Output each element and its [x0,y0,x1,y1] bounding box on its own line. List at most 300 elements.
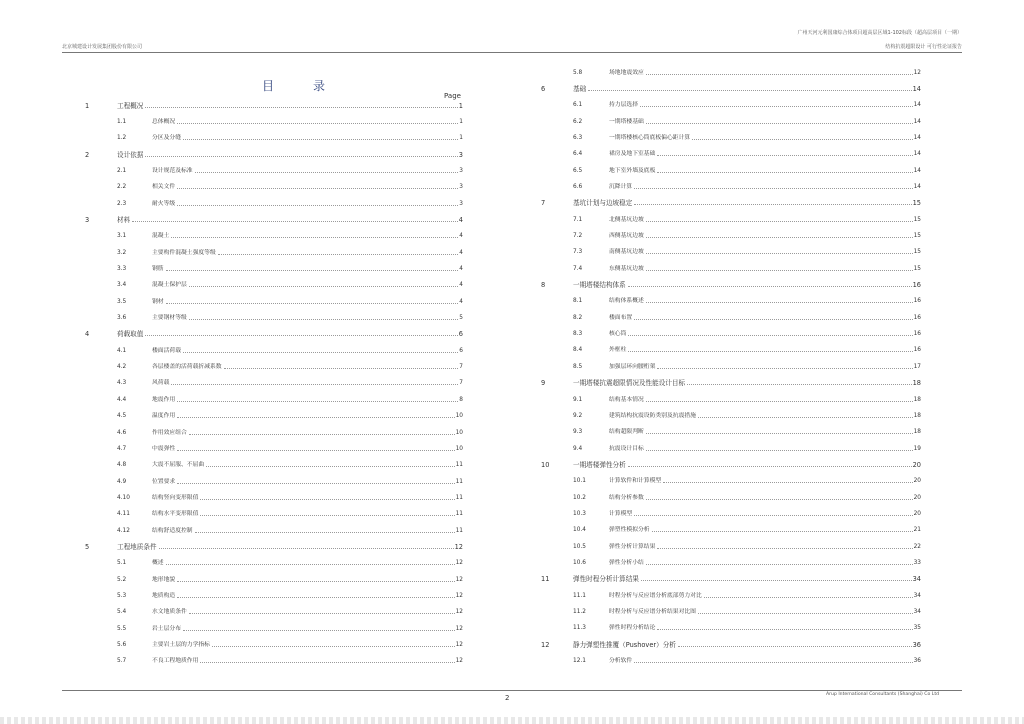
toc-entry-number: 10.1 [573,478,586,485]
toc-entry-title: 北侧基坑边坡 [609,216,644,223]
toc-dot-leader [646,237,913,238]
toc-entry[interactable] [117,640,463,650]
toc-dot-leader [657,548,912,549]
toc-entry[interactable] [85,215,463,225]
toc-dot-leader [646,499,913,500]
toc-entry[interactable] [117,624,463,634]
toc-entry[interactable] [573,345,921,355]
toc-entry[interactable] [117,591,463,601]
toc-entry[interactable] [573,656,921,666]
toc-dot-leader [678,646,912,647]
toc-entry-number: 10.3 [573,510,586,517]
toc-dot-leader [195,532,455,533]
toc-dot-leader [177,417,454,418]
toc-entry-number: 5.6 [117,642,127,649]
toc-entry-title: 主要构件混凝土强度等级 [152,249,216,256]
toc-entry-page: 11 [455,527,463,534]
toc-entry-title: 材料 [117,215,131,224]
toc-entry-number: 5.3 [117,593,127,599]
toc-entry-title: 楼面活荷载 [152,347,181,354]
toc-entry-number: 9.1 [573,396,583,403]
toc-dot-leader [183,630,455,631]
toc-entry-title: 钢筋 [152,266,164,272]
toc-entry-page: 11 [455,494,463,501]
toc-dot-leader [698,613,913,614]
toc-entry-title: 结构超限判断 [609,429,644,436]
toc-entry-page: 16 [913,331,921,338]
toc-entry[interactable] [573,427,921,437]
toc-entry-title: 地形地貌 [152,576,176,583]
toc-entry-page: 15 [913,216,921,223]
toc-entry[interactable] [117,575,463,585]
toc-entry-number: 4.11 [117,511,130,518]
toc-entry-page: 34 [913,609,921,616]
toc-entry-title: 时程分析与反应谱分析底部剪力对比 [609,592,702,599]
toc-entry-title: 结构竖向变形限值 [152,494,199,501]
toc-entry[interactable] [117,460,463,470]
toc-dot-leader [177,205,458,206]
toc-entry-title: 计算软件和计算模型 [609,478,662,485]
toc-entry-page: 16 [913,298,921,305]
toc-entry-title: 基础 [573,84,587,93]
toc-dot-leader [177,483,454,484]
toc-entry-page: 18 [912,379,921,388]
toc-entry-page: 7 [459,380,463,387]
toc-entry[interactable] [117,477,463,487]
toc-dot-leader [646,564,913,565]
toc-entry-page: 10 [455,429,463,436]
toc-dot-leader [177,401,458,402]
toc-entry-title: 荷载取值 [117,330,144,339]
toc-dot-leader [177,597,454,598]
toc-dot-leader [177,450,454,451]
toc-entry-page: 36 [913,658,921,665]
toc-entry-number: 6.2 [573,118,583,125]
toc-dot-leader [212,646,455,647]
toc-dot-leader [646,401,913,402]
toc-dot-leader [634,188,912,189]
toc-entry-page: 21 [913,527,921,534]
toc-entry-title: 结构水平变形限值 [152,511,199,518]
header-project: 广州天河元利国康综合体项目超高层区域1-102标段（超高层项目（一期） [797,30,962,36]
toc-entry-page: 3 [459,184,463,191]
toc-entry[interactable] [117,133,463,143]
toc-entry[interactable] [117,199,463,209]
toc-dot-leader [634,319,912,320]
toc-entry[interactable] [573,476,921,486]
toc-dot-leader [145,156,457,157]
toc-dot-leader [189,286,459,287]
toc-entry-title: 一期塔楼基础 [609,118,644,125]
toc-entry-number: 7 [541,199,546,208]
toc-entry-number: 9.2 [573,412,583,419]
toc-entry[interactable] [573,117,921,127]
toc-page-label: Page [444,92,461,100]
toc-entry-number: 11 [541,575,550,584]
toc-entry-number: 2 [85,150,90,159]
toc-entry-number: 5.1 [117,560,127,567]
toc-entry[interactable] [573,525,921,535]
toc-dot-leader [189,319,459,320]
toc-entry-page: 4 [459,233,463,240]
toc-entry-title: 裙房及地下室基础 [609,151,656,158]
toc-entry-title: 分区及分缝 [152,135,181,142]
toc-dot-leader [634,515,912,516]
toc-dot-leader [628,351,912,352]
toc-dot-leader [640,106,913,107]
toc-entry[interactable] [85,542,463,552]
toc-entry-title: 地下室外墙及底板 [609,167,656,174]
toc-entry-title: 设计依据 [117,150,144,159]
toc-entry[interactable] [573,362,921,372]
toc-entry-page: 10 [455,445,463,452]
toc-entry-page: 20 [913,494,921,501]
toc-entry[interactable] [117,362,463,372]
toc-entry-number: 5.2 [117,576,127,583]
toc-dot-leader [218,254,459,255]
footer-page-number: 2 [505,694,510,702]
toc-entry[interactable] [541,378,921,388]
toc-dot-leader [704,597,913,598]
toc-entry-title: 混凝土保护层 [152,282,187,289]
toc-entry-title: 结构基本情况 [609,396,644,403]
toc-entry-title: 沉降计算 [609,183,633,190]
toc-dot-leader [646,270,913,271]
toc-entry[interactable] [117,313,463,323]
toc-entry-page: 6 [458,330,463,339]
toc-entry[interactable] [117,231,463,241]
toc-entry-page: 14 [913,183,921,190]
toc-dot-leader [166,270,459,271]
toc-entry-page: 33 [913,560,921,566]
toc-entry-page: 6 [459,347,463,354]
toc-entry[interactable] [573,264,921,274]
toc-entry[interactable] [117,166,463,176]
toc-entry[interactable] [541,640,921,650]
toc-entry-page: 18 [913,396,921,403]
toc-dot-leader [646,450,913,451]
toc-entry-page: 4 [459,298,463,305]
toc-dot-leader [189,434,455,435]
toc-entry-title: 大震不屈服、不屈曲 [152,462,205,469]
toc-entry-title: 弹性时程分析计算结果 [573,575,639,584]
toc-dot-leader [200,662,454,663]
toc-dot-leader [687,384,912,385]
toc-entry-page: 20 [913,510,921,517]
toc-dot-leader [189,613,455,614]
toc-entry[interactable] [117,509,463,519]
toc-entry-title: 地震作用 [152,396,176,403]
toc-entry[interactable] [117,378,463,388]
toc-entry[interactable] [573,133,921,143]
toc-entry-title: 基坑计划与边坡稳定 [573,199,633,208]
toc-dot-leader [663,482,912,483]
toc-entry-title: 南侧基坑边坡 [609,249,644,256]
toc-entry[interactable] [573,296,921,306]
toc-entry-page: 14 [913,134,921,141]
toc-dot-leader [159,548,454,549]
toc-entry-number: 4.5 [117,413,127,420]
toc-dot-leader [183,352,458,353]
toc-entry[interactable] [573,247,921,257]
toc-entry-title: 一期塔楼弹性分析 [573,460,626,469]
toc-entry-number: 3.4 [117,282,127,289]
toc-entry-number: 8.3 [573,331,583,338]
toc-entry[interactable] [541,574,921,584]
toc-entry[interactable] [117,607,463,617]
toc-entry-number: 10 [541,460,550,469]
toc-entry-page: 16 [913,314,921,321]
toc-dot-leader [646,302,913,303]
toc-entry[interactable] [117,493,463,503]
toc-entry-page: 12 [455,560,463,567]
header-doc-title: 结构抗震超限设计 可行性论证报告 [885,44,962,50]
toc-entry-title: 结构舒适度控制 [152,527,193,534]
toc-entry[interactable] [573,558,921,568]
toc-entry-title: 场地地震效应 [609,69,644,76]
toc-dot-leader [195,172,459,173]
toc-entry-number: 11.2 [573,609,586,616]
toc-entry[interactable] [117,526,463,536]
toc-entry-page: 4 [458,215,463,224]
toc-dot-leader [634,204,911,205]
toc-entry[interactable] [117,444,463,454]
toc-entry-page: 15 [913,249,921,256]
toc-entry-title: 加强层环向腰桁架 [609,363,656,370]
toc-entry-page: 8 [459,396,463,403]
toc-dot-leader [657,172,912,173]
toc-dot-leader [646,74,913,75]
toc-entry[interactable] [541,84,921,94]
toc-entry[interactable] [541,460,921,470]
toc-entry-title: 钢材 [152,298,164,305]
toc-entry-number: 10.2 [573,494,586,501]
toc-entry-page: 16 [913,347,921,354]
toc-entry[interactable] [85,150,463,160]
toc-entry[interactable] [573,149,921,159]
toc-entry-page: 12 [454,542,463,551]
toc-dot-leader [132,221,458,222]
toc-dot-leader [646,221,913,222]
toc-entry[interactable] [117,558,463,568]
toc-entry-page: 18 [913,412,921,419]
toc-entry-number: 2.2 [117,184,127,191]
toc-dot-leader [206,466,454,467]
toc-entry-page: 12 [455,642,463,649]
toc-dot-leader [646,253,913,254]
toc-entry[interactable] [117,248,463,258]
toc-entry-number: 1.2 [117,135,127,142]
toc-entry[interactable] [573,607,921,617]
toc-dot-leader [200,515,454,516]
toc-entry-page: 12 [455,593,463,599]
toc-dot-leader [657,155,912,156]
toc-entry-page: 12 [455,576,463,583]
toc-entry-title: 一期塔楼抗震超限情况及性能设计目标 [573,379,686,388]
toc-entry-number: 6.5 [573,167,583,174]
toc-entry-title: 一期塔楼结构体系 [573,281,626,290]
toc-entry[interactable] [573,68,921,78]
toc-entry-number: 2.3 [117,200,127,207]
toc-entry-number: 5.4 [117,609,127,616]
toc-entry-number: 8.5 [573,363,583,370]
toc-entry-number: 4.10 [117,494,130,501]
toc-entry-number: 9.4 [573,445,583,452]
toc-dot-leader [641,580,912,581]
toc-entry-number: 5.5 [117,625,127,632]
toc-entry[interactable] [117,411,463,421]
toc-entry-number: 6.3 [573,134,583,141]
toc-dot-leader [200,499,454,500]
toc-entry-title: 风荷载 [152,380,170,387]
toc-entry-page: 14 [913,102,921,109]
toc-entry[interactable] [117,656,463,666]
toc-entry-number: 2.1 [117,167,127,174]
toc-entry-page: 1 [459,135,463,142]
toc-entry[interactable] [573,100,921,110]
toc-entry[interactable] [573,313,921,323]
toc-entry-number: 5.8 [573,69,583,76]
toc-entry-page: 12 [455,609,463,616]
toc-dot-leader [634,662,912,663]
toc-entry-page: 3 [458,150,463,159]
toc-entry-title: 计算模型 [609,510,633,517]
toc-entry-title: 水文地质条件 [152,609,187,616]
toc-entry-number: 4 [85,330,90,339]
toc-entry[interactable] [85,329,463,339]
toc-entry-number: 8.2 [573,314,583,321]
toc-entry-number: 9.3 [573,429,583,436]
toc-entry[interactable] [117,264,463,274]
toc-title-char-1: 目 [262,79,275,93]
toc-entry-page: 14 [913,118,921,125]
toc-entry-number: 6.4 [573,151,583,158]
toc-entry-number: 11.3 [573,625,586,632]
header-company: 北京城建设计发展集团股份有限公司 [62,44,143,50]
footer-rule [62,690,962,691]
toc-entry-title: 工程概况 [117,101,144,110]
toc-entry-title: 概述 [152,560,164,567]
toc-entry-title: 中震弹性 [152,445,176,452]
toc-entry-page: 7 [459,364,463,371]
toc-entry-number: 3.3 [117,266,127,272]
toc-entry-title: 工程地质条件 [117,542,157,551]
toc-entry[interactable] [117,395,463,405]
toc-dot-leader [183,139,458,140]
toc-entry-title: 混凝土 [152,233,170,240]
toc-entry[interactable] [117,117,463,127]
toc-entry-page: 36 [912,640,921,649]
toc-entry[interactable] [573,231,921,241]
toc-entry[interactable] [573,591,921,601]
toc-entry[interactable] [117,297,463,307]
toc-dot-leader [646,123,913,124]
toc-entry[interactable] [117,428,463,438]
toc-entry-number: 7.3 [573,249,583,256]
toc-entry-page: 15 [913,233,921,239]
toc-entry[interactable] [541,198,921,208]
toc-entry-number: 5 [85,542,90,551]
toc-dot-leader [145,107,457,108]
toc-entry-title: 弹性时程分析结论 [609,625,656,632]
toc-dot-leader [692,139,912,140]
toc-entry[interactable] [573,542,921,552]
toc-entry-page: 34 [913,592,921,599]
toc-dot-leader [698,417,913,418]
toc-entry-title: 外框柱 [609,347,627,354]
toc-entry-title: 温度作用 [152,413,176,420]
toc-entry[interactable] [541,280,921,290]
toc-entry-number: 3.6 [117,315,127,322]
toc-entry-page: 11 [455,511,463,518]
toc-entry-number: 4.3 [117,380,127,387]
toc-entry[interactable] [117,346,463,356]
toc-entry-page: 35 [913,625,921,632]
toc-title-char-2: 录 [313,79,326,93]
toc-entry-number: 1 [85,101,90,110]
toc-entry[interactable] [85,101,463,111]
toc-entry-number: 4.12 [117,527,130,534]
toc-entry[interactable] [573,493,921,503]
toc-entry-number: 4.4 [117,396,127,403]
toc-entry-number: 7.1 [573,216,583,223]
toc-entry-title: 主要岩土层的力学指标 [152,642,210,649]
toc-dot-leader [652,531,913,532]
toc-entry-number: 10.4 [573,527,586,534]
toc-entry[interactable] [573,395,921,405]
toc-entry-page: 1 [459,118,463,125]
toc-entry-number: 12.1 [573,658,586,665]
toc-entry-number: 7.4 [573,265,583,272]
footer-decorative-strip [0,717,1024,724]
toc-dot-leader [171,237,458,238]
toc-dot-leader [177,581,454,582]
toc-entry-title: 总体概况 [152,118,176,125]
toc-entry-number: 3.5 [117,298,127,305]
toc-entry-page: 11 [455,478,463,485]
toc-entry-number: 5.7 [117,658,127,665]
toc-entry[interactable] [573,623,921,633]
toc-entry[interactable] [117,182,463,192]
toc-dot-leader [224,368,459,369]
toc-entry-title: 结构体系概述 [609,298,644,305]
toc-entry[interactable] [573,182,921,192]
toc-entry[interactable] [117,280,463,290]
footer-company: Arup International Consultants (Shanghai) Co Ltd [826,692,940,697]
toc-dot-leader [588,90,911,91]
toc-entry[interactable] [573,166,921,176]
toc-entry-page: 14 [913,167,921,174]
toc-entry[interactable] [573,411,921,421]
toc-entry-title: 作用效应组合 [152,429,187,436]
toc-entry-page: 16 [912,281,921,290]
toc-entry-title: 分析软件 [609,658,633,665]
toc-entry-title: 位置要求 [152,478,176,485]
toc-entry-title: 东侧基坑边坡 [609,265,644,272]
toc-entry-page: 10 [455,413,463,420]
toc-entry[interactable] [573,329,921,339]
toc-entry[interactable] [573,215,921,225]
toc-dot-leader [145,335,457,336]
toc-entry-number: 7.2 [573,233,583,239]
toc-entry[interactable] [573,444,921,454]
toc-entry-number: 12 [541,640,550,649]
toc-entry-page: 4 [459,249,463,256]
toc-entry-title: 核心筒 [609,331,627,338]
toc-entry-page: 11 [455,462,463,469]
toc-entry[interactable] [573,509,921,519]
toc-entry-number: 4.9 [117,478,127,485]
